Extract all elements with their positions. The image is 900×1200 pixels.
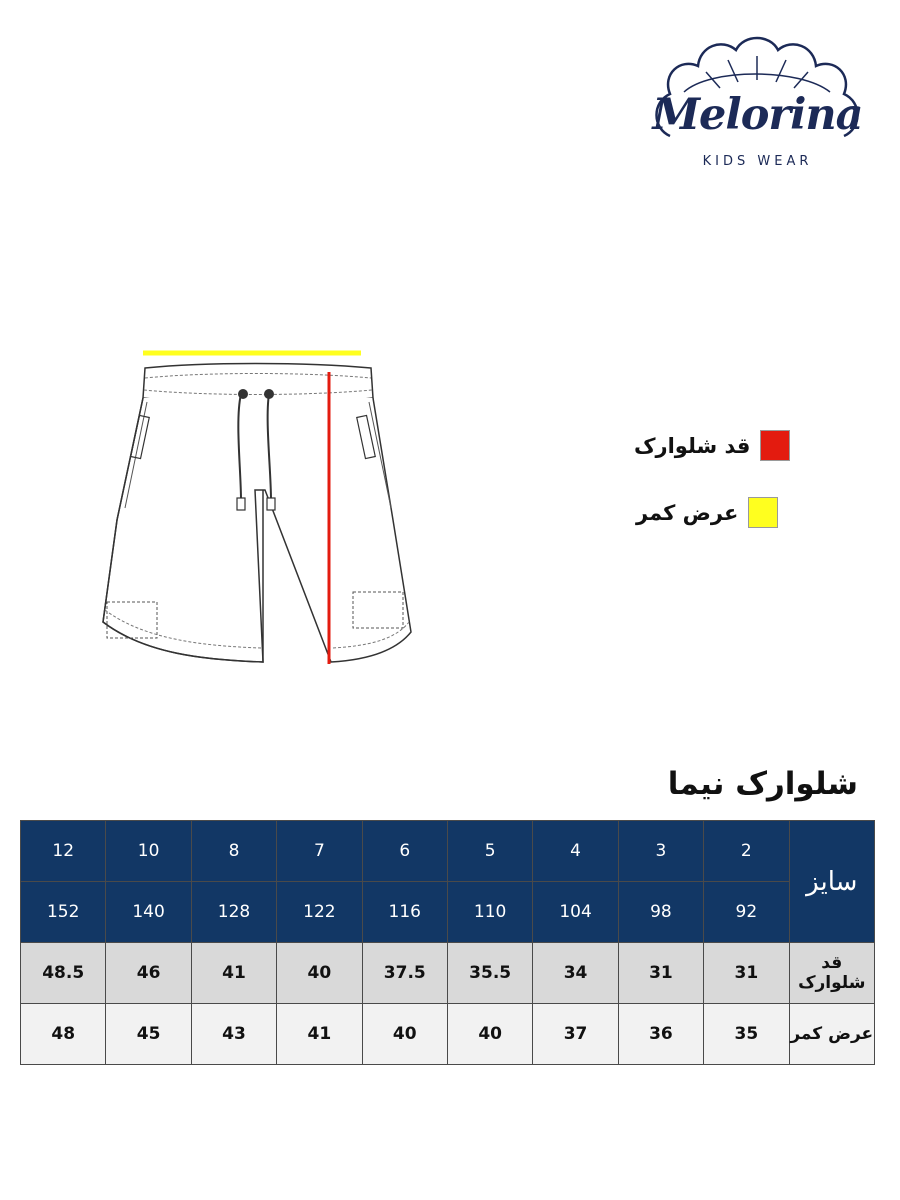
age-cell: 6 xyxy=(362,821,447,882)
height-cell: 152 xyxy=(21,882,106,943)
value-cell: 46 xyxy=(106,943,191,1004)
table-row-ages xyxy=(21,821,875,882)
age-cell: 2 xyxy=(704,821,789,882)
table-row-length xyxy=(21,943,875,1004)
legend-swatch-red xyxy=(760,430,790,461)
value-cell: 35.5 xyxy=(447,943,532,1004)
age-cell: 10 xyxy=(106,821,191,882)
value-cell: 40 xyxy=(277,943,362,1004)
value-cell: 41 xyxy=(191,943,276,1004)
size-header: سایز xyxy=(789,821,874,943)
value-cell: 48 xyxy=(21,1004,106,1065)
brand-subtitle: KIDS WEAR xyxy=(702,154,813,169)
value-cell: 31 xyxy=(618,943,703,1004)
value-cell: 41 xyxy=(277,1004,362,1065)
value-cell: 35 xyxy=(704,1004,789,1065)
value-cell: 48.5 xyxy=(21,943,106,1004)
legend-item-length xyxy=(634,430,790,461)
legend-label-waist: عرض کمر xyxy=(636,500,739,525)
value-cell: 37.5 xyxy=(362,943,447,1004)
height-cell: 140 xyxy=(106,882,191,943)
table-row-heights xyxy=(21,882,875,943)
brand-name: Melorina xyxy=(652,90,863,140)
height-cell: 92 xyxy=(704,882,789,943)
height-cell: 116 xyxy=(362,882,447,943)
shorts-illustration xyxy=(95,340,425,675)
age-cell: 4 xyxy=(533,821,618,882)
row-label-length: قد شلوارک xyxy=(789,943,874,1004)
value-cell: 40 xyxy=(447,1004,532,1065)
value-cell: 31 xyxy=(704,943,789,1004)
age-cell: 8 xyxy=(191,821,276,882)
age-cell: 7 xyxy=(277,821,362,882)
row-label-waist: عرض کمر xyxy=(789,1004,874,1065)
table-row-waist xyxy=(21,1004,875,1065)
height-cell: 122 xyxy=(277,882,362,943)
height-cell: 98 xyxy=(618,882,703,943)
legend-item-waist xyxy=(636,497,778,528)
shorts-technical-drawing-icon xyxy=(95,340,425,675)
age-cell: 3 xyxy=(618,821,703,882)
legend-label-length: قد شلوارک xyxy=(634,433,751,458)
age-cell: 12 xyxy=(21,821,106,882)
legend-swatch-yellow xyxy=(748,497,778,528)
height-cell: 128 xyxy=(191,882,276,943)
brand-logo xyxy=(650,28,865,178)
value-cell: 45 xyxy=(106,1004,191,1065)
table-title: شلوارک نیما xyxy=(667,766,858,802)
value-cell: 36 xyxy=(618,1004,703,1065)
height-cell: 104 xyxy=(533,882,618,943)
value-cell: 37 xyxy=(533,1004,618,1065)
size-table xyxy=(20,820,875,1065)
value-cell: 40 xyxy=(362,1004,447,1065)
value-cell: 34 xyxy=(533,943,618,1004)
value-cell: 43 xyxy=(191,1004,276,1065)
age-cell: 5 xyxy=(447,821,532,882)
height-cell: 110 xyxy=(447,882,532,943)
